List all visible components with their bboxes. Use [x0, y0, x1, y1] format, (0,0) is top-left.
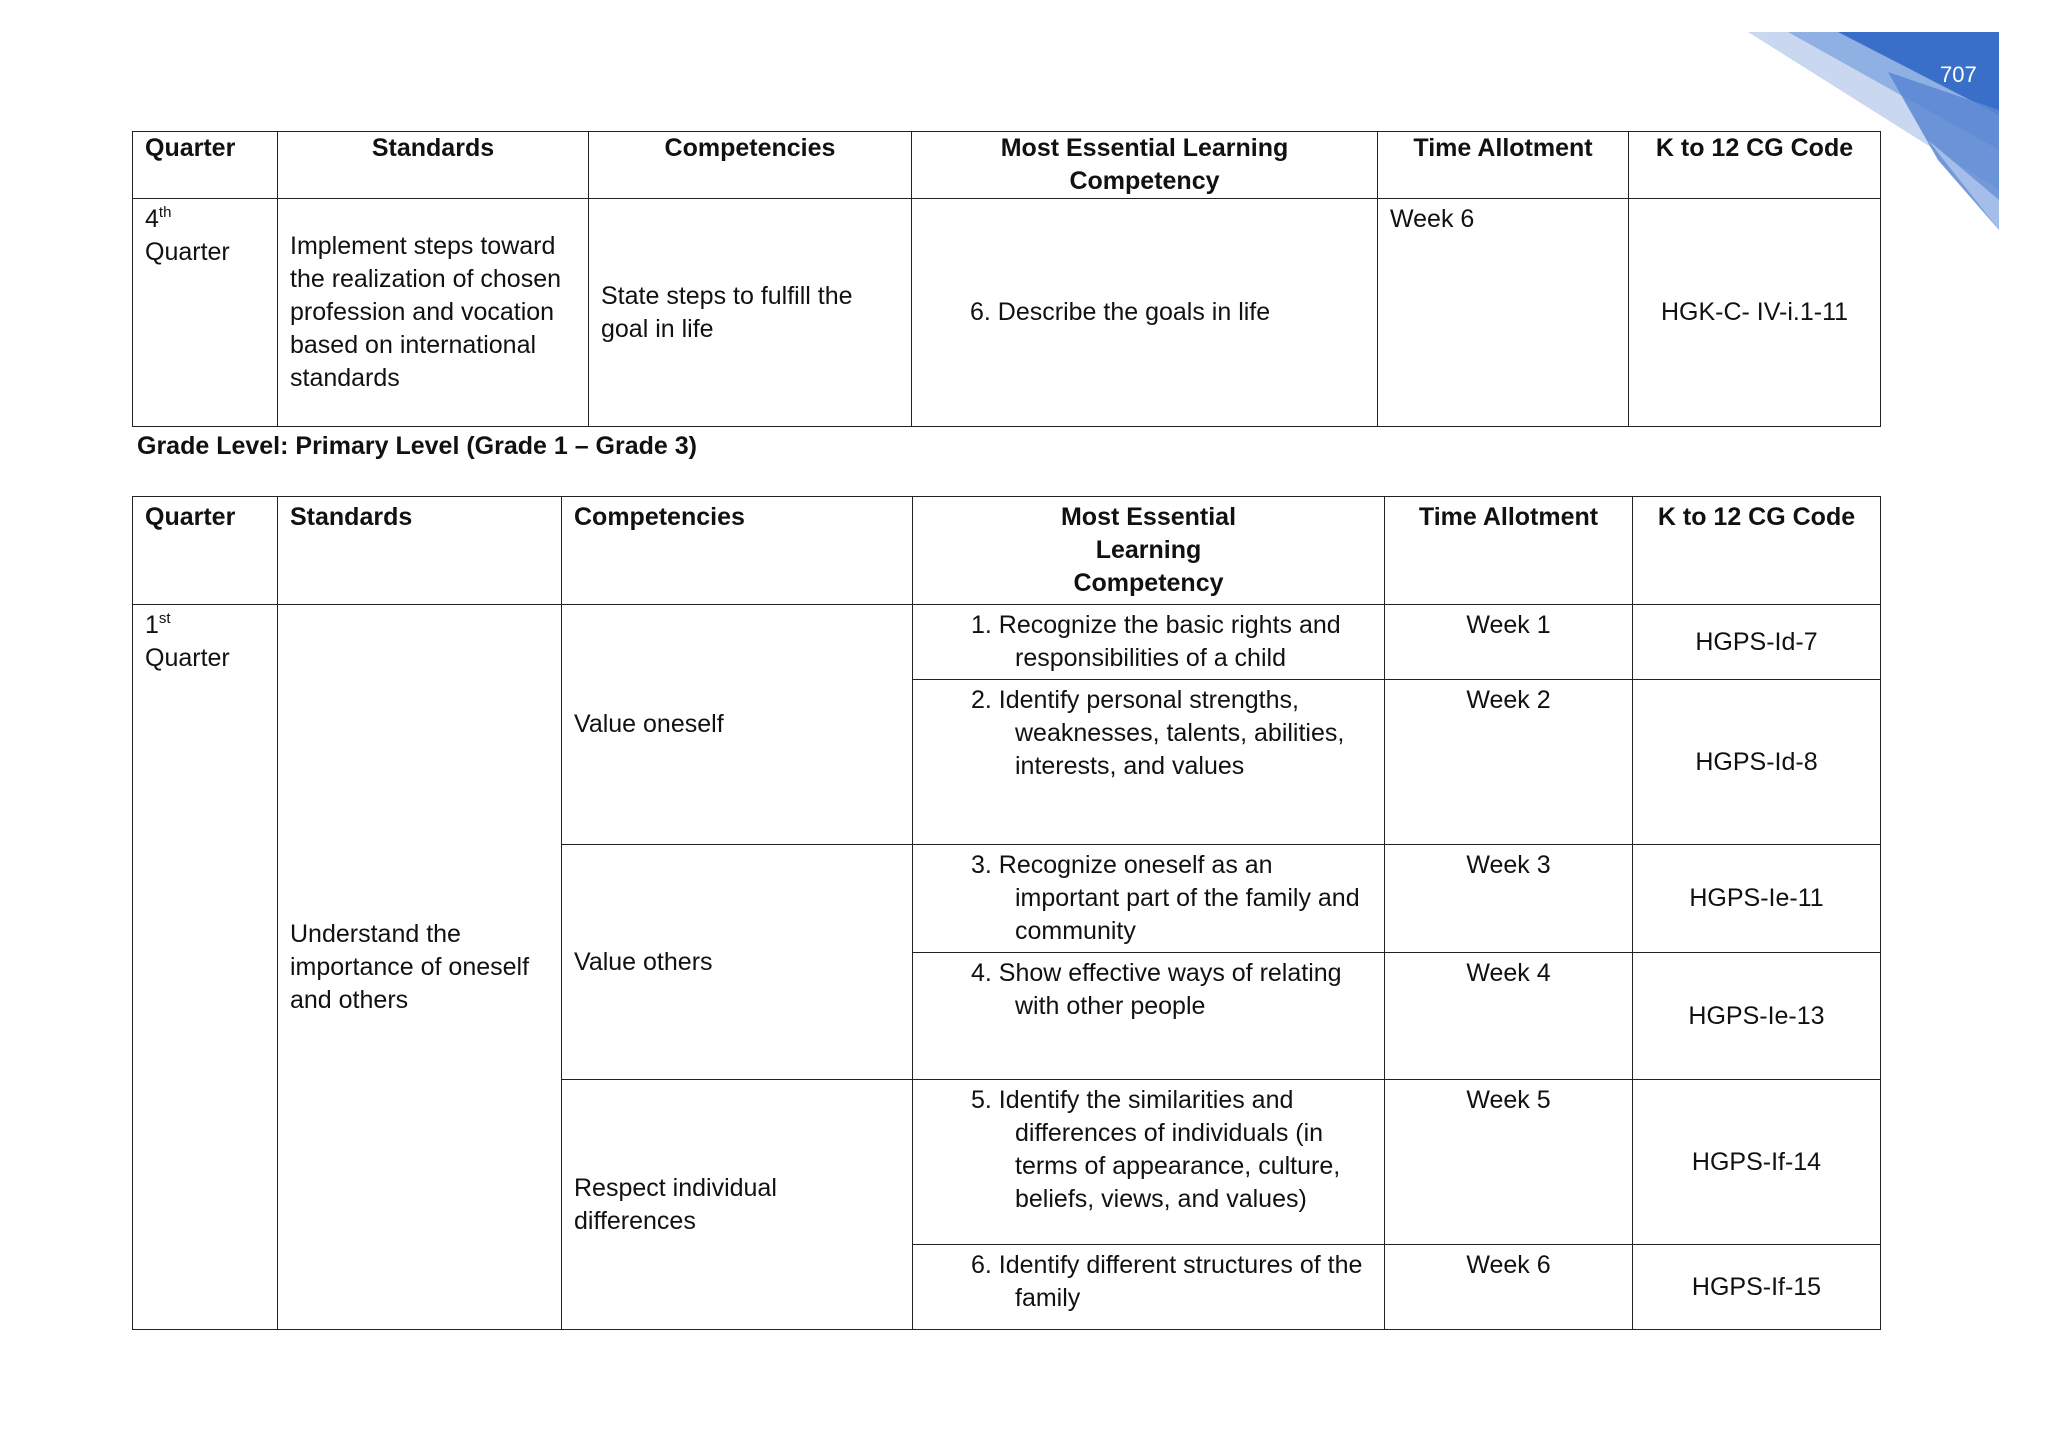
code-cell: HGPS-Id-8 — [1633, 680, 1881, 845]
header-time-allotment: Time Allotment — [1378, 132, 1629, 199]
melc-cell — [913, 845, 1385, 953]
header-standards: Standards — [278, 132, 589, 199]
quarter-word: Quarter — [145, 238, 230, 266]
quarter-word: Quarter — [145, 644, 230, 672]
melc-cell: 6. Describe the goals in life — [912, 199, 1378, 427]
code-cell: HGPS-If-14 — [1633, 1080, 1881, 1245]
code-cell: HGPS-If-15 — [1633, 1245, 1881, 1330]
header-competencies: Competencies — [562, 497, 913, 605]
melc-cell — [913, 1245, 1385, 1330]
competency-table-grade-k — [132, 131, 1881, 427]
quarter-cell — [133, 199, 278, 427]
standard-cell: Understand the importance of oneself and others — [278, 605, 562, 1330]
header-cg-code: K to 12 CG Code — [1629, 132, 1881, 199]
table-row — [133, 605, 1881, 680]
code-cell: HGPS-Ie-11 — [1633, 845, 1881, 953]
quarter-suffix: st — [158, 610, 171, 627]
quarter-suffix: th — [158, 204, 172, 221]
header-standards: Standards — [278, 497, 562, 605]
standard-cell: Implement steps toward the realization of chosen profession and vocation based on international standards — [278, 199, 589, 427]
melc-text: 2. Identify personal strengths, weaknesses, talents, abilities, interests, and values — [971, 686, 1345, 780]
quarter-cell — [133, 605, 278, 1330]
header-quarter: Quarter — [133, 497, 278, 605]
competency-value-oneself: Value oneself — [562, 605, 913, 845]
melc-text: 1. Recognize the basic rights and responsibilities of a child — [971, 611, 1341, 672]
page-number: 707 — [1940, 62, 1977, 87]
melc-text: 3. Recognize oneself as an important part of the family and community — [971, 851, 1360, 945]
melc-cell — [913, 680, 1385, 845]
melc-text: 6. Identify different structures of the family — [971, 1251, 1363, 1312]
melc-cell — [913, 1080, 1385, 1245]
melc-cell — [913, 605, 1385, 680]
melc-text: 4. Show effective ways of relating with other people — [971, 959, 1342, 1020]
time-cell: Week 5 — [1385, 1080, 1633, 1245]
table-row — [133, 199, 1881, 427]
time-cell: Week 6 — [1385, 1245, 1633, 1330]
competency-respect-differences: Respect individual differences — [562, 1080, 913, 1330]
time-cell: Week 4 — [1385, 953, 1633, 1080]
time-cell: Week 6 — [1378, 199, 1629, 427]
code-cell: HGPS-Ie-13 — [1633, 953, 1881, 1080]
melc-cell — [913, 953, 1385, 1080]
quarter-number: 4 — [145, 205, 159, 233]
melc-text: 5. Identify the similarities and differences of individuals (in terms of appearance, culture, beliefs, views, and values) — [971, 1086, 1341, 1213]
header-time-allotment: Time Allotment — [1385, 497, 1633, 605]
time-cell: Week 3 — [1385, 845, 1633, 953]
header-competencies: Competencies — [589, 132, 912, 199]
code-cell: HGK-C- IV-i.1-11 — [1629, 199, 1881, 427]
competency-table-primary — [132, 496, 1881, 1330]
header-cg-code: K to 12 CG Code — [1633, 497, 1881, 605]
grade-level-heading: Grade Level: Primary Level (Grade 1 – Grade 3) — [137, 432, 697, 460]
competency-value-others: Value others — [562, 845, 913, 1080]
time-cell: Week 1 — [1385, 605, 1633, 680]
table-header-row — [133, 132, 1881, 199]
header-melc: Most Essential Learning Competency — [913, 497, 1385, 605]
competency-cell: State steps to fulfill the goal in life — [589, 199, 912, 427]
header-melc: Most Essential Learning Competency — [912, 132, 1378, 199]
table-header-row — [133, 497, 1881, 605]
time-cell: Week 2 — [1385, 680, 1633, 845]
header-quarter: Quarter — [133, 132, 278, 199]
code-cell: HGPS-Id-7 — [1633, 605, 1881, 680]
quarter-number: 1 — [145, 611, 159, 639]
